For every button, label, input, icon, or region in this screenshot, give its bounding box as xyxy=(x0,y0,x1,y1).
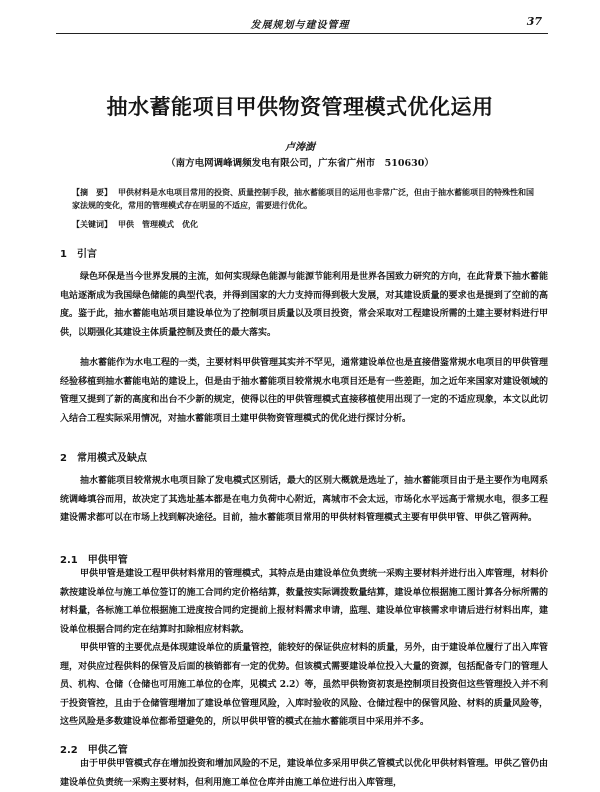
section-heading-common-modes: 2 常用模式及缺点 xyxy=(60,453,147,464)
affiliation: （南方电网调峰调频发电有限公司，广东省广州市 510630） xyxy=(166,158,434,169)
subsection-heading-2-1: 2.1 甲供甲管 xyxy=(60,555,128,566)
paragraph: 绿色环保是当今世界发展的主流，如何实现绿色能源与能源节能利用是世界各国致力研究的方向，在此背景下抽水蓄能电站逐渐成为我国绿色储能的典型代表，并得到国家的大力支持而得到极大发展，对其建设质量的要求也是提到了空前的高度。鉴于此，抽水蓄能电站项目建设单位为了控制项目质量以及项目投资，常会采取对工程建设所需的土建主要材料进行甲供，以期强化其建设主体质量控制及责任的最大落实。 xyxy=(60,272,549,338)
page-number: 37 xyxy=(526,15,542,28)
abstract-text: 甲供材料是水电项目常用的投资、质量控制手段，抽水蓄能项目的运用也非常广泛，但由于抽水蓄能项目的特殊性和国家法规的变化，常用的管理模式存在明显的不适应，需要进行优化。 xyxy=(72,187,534,210)
keywords xyxy=(72,219,534,230)
abstract xyxy=(72,186,534,212)
article-title: 抽水蓄能项目甲供物资管理模式优化运用 xyxy=(106,95,494,119)
paragraph: 抽水蓄能作为水电工程的一类，主要材料甲供管理其实并不罕见，通常建设单位也是直接借鉴常规水电项目的甲供管理经验移植到抽水蓄能电站的建设上，但是由于抽水蓄能项目较常规水电项目还是有一些差距，加之近年来国家对建设领域的管理又提到了新的高度和出台不少新的规定，使得以往的甲供管理模式直接移植使用出现了一定的不适应现象，本文以此切入结合工程实际采用情况，对抽水蓄能项目土建甲供物资管理模式的优化进行探讨分析。 xyxy=(60,358,549,424)
paragraph: 抽水蓄能项目较常规水电项目除了发电模式区别话，最大的区别大概就是选址了，抽水蓄能项目由于是主要作为电网系统调峰填谷而用，故决定了其选址基本都是在电力负荷中心附近，离城市不会太远，市场化水平远高于常规水电，很多工程建设需求都可以在市场上找到解决途径。目前，抽水蓄能项目常用的甲供材料管理模式主要有甲供甲管、甲供乙管两种。 xyxy=(60,476,549,523)
header-rule xyxy=(56,33,548,34)
paragraph: 甲供甲管的主要优点是体现建设单位的质量管控，能较好的保证供应材料的质量，另外，由于建设单位履行了出入库管理，对供应过程供料的保管及后面的核销都有一定的优势。但该模式需要建设单位投入大量的资源，包括配备专门的管理人员、机构、仓储（仓储也可用施工单位的仓库，见模式 2.2）等，虽然甲供物资初衷是控制项目投资但这些管理投入并不利于投资管控，且由于仓储管理增加了建设单位管理风险，入库时验收的风险、仓储过程中的保管风险、材料的质量风险等，这些风险是多数建设单位都希望避免的，所以甲供甲管的模式在抽水蓄能项目中采用并不多。 xyxy=(60,643,549,727)
keywords-text: 甲供 管理模式 优化 xyxy=(118,219,198,229)
keywords-label: 【关键词】 xyxy=(72,220,112,229)
author: 卢涛澍 xyxy=(285,142,315,153)
subsection-heading-2-2: 2.2 甲供乙管 xyxy=(60,745,128,756)
paragraph: 由于甲供甲管模式存在增加投资和增加风险的不足，建设单位多采用甲供乙管模式以优化甲供材料管理。甲供乙管仍由建设单位负责统一采购主要材料，但利用施工单位仓库并由施工单位进行出入库管理， xyxy=(60,759,549,788)
abstract-label: 【摘 要】 xyxy=(72,188,112,197)
running-head: 发展规划与建设管理 xyxy=(250,20,350,31)
paragraph: 甲供甲管是建设工程甲供材料常用的管理模式，其特点是由建设单位负责统一采购主要材料并进行出入库管理，材料价款按建设单位与施工单位签订的施工合同约定价格结算，数量按实际调拨数量结算，建设单位根据施工图计算各分标所需的材料量，各标施工单位根据施工进度按合同约定提前上报材料需求申请，监理、建设单位审核需求申请后进行材料出库，建设单位根据合同约定在结算时扣除相应材料款。 xyxy=(60,569,549,635)
section-heading-intro: 1 引言 xyxy=(60,249,97,260)
